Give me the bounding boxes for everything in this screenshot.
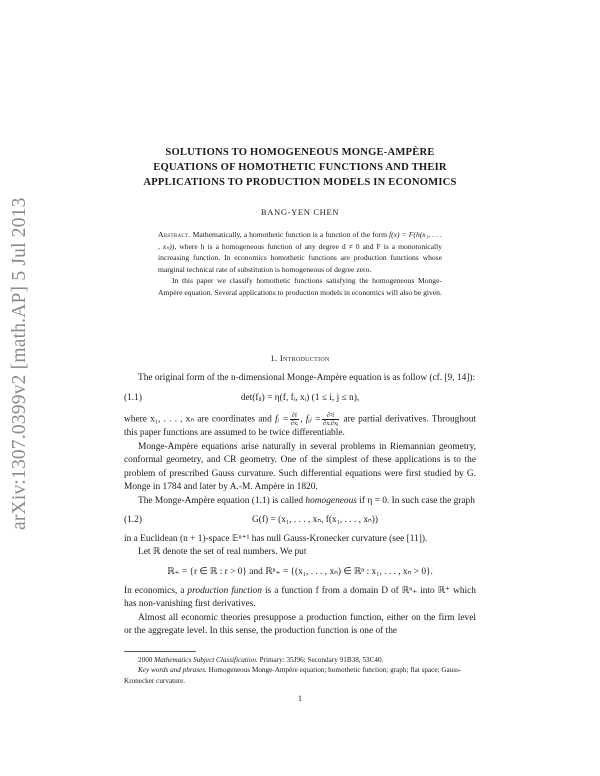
- keywords-label: Key words and phrases.: [138, 666, 207, 675]
- msc-prefix: 2000: [138, 656, 155, 664]
- abstract-text-1: Mathematically, a homothetic function is a function of the form: [190, 230, 390, 239]
- paragraph-6: Let ℝ denote the set of real numbers. We put: [138, 547, 307, 558]
- section-number: 1.: [270, 353, 278, 363]
- paragraph-7-text-b: is a function f from a domain D of ℝⁿ₊ into ℝ⁺ which has non-vanishing first derivatives.: [124, 585, 476, 610]
- paragraph-2-text-b: are partial derivatives. Throughout this paper functions are assumed to be twice differentiable.: [124, 415, 476, 439]
- paragraph-2-text-a: where x₁, . . . , xₙ are coordinates and: [124, 415, 275, 426]
- abstract-paragraph-1: [158, 229, 442, 275]
- fraction-denominator: ∂xᵢ: [290, 420, 299, 428]
- abstract: [158, 229, 442, 299]
- section-heading: [120, 353, 480, 363]
- footnote: [124, 655, 476, 686]
- abstract-math: f(x) = F(h(x₁, . . . , xₙ)),: [158, 230, 442, 251]
- paper-title: [120, 145, 480, 190]
- paragraph-4-text-b: if η = 0. In such case the graph: [356, 495, 475, 506]
- fraction-denominator: ∂xᵢ∂xⱼ: [322, 420, 339, 428]
- paragraph-4-text-a: The Monge-Ampère equation (1.1) is called: [138, 495, 306, 506]
- page-number: 1: [298, 694, 302, 703]
- abstract-label: Abstract.: [158, 230, 191, 239]
- fraction-df-dxi: [290, 412, 300, 427]
- fraction-d2f: [322, 412, 339, 427]
- equation-1-1: [124, 389, 476, 409]
- footnote-keywords: [124, 665, 476, 686]
- msc-label: Mathematics Subject Classification.: [154, 656, 258, 664]
- emphasis-homogeneous: homogeneous: [305, 495, 357, 506]
- paragraph-8: Almost all economic theories presuppose a production function, either on the firm level or the aggregate level. In this sense, the production function is one of the: [124, 612, 476, 636]
- paragraph-2: [124, 412, 476, 440]
- fraction-numerator: ∂²f: [322, 412, 339, 420]
- footnote-msc: [124, 655, 476, 665]
- title-line-3: APPLICATIONS TO PRODUCTION MODELS IN ECONOMICS: [143, 177, 457, 188]
- abstract-paragraph-2: In this paper we classify homothetic functions satisfying the homogeneous Monge-Ampère equation. Several applications to production models in economics will also be given.: [158, 276, 442, 297]
- equation-sets: [124, 563, 476, 581]
- footnote-rule: [124, 651, 196, 652]
- title-line-2: EQUATIONS OF HOMOTHETIC FUNCTIONS AND THEIR: [153, 162, 447, 173]
- fraction-numerator: ∂f: [290, 412, 300, 420]
- fi-lhs: fᵢ =: [274, 415, 289, 426]
- equation-1-2: [124, 511, 476, 529]
- equation-label: (1.1): [124, 393, 142, 404]
- author-name: BANG-YEN CHEN: [260, 207, 340, 217]
- paragraph-3: Monge-Ampère equations arise naturally in several problems in Riemannian geometry, conformal geometry, and CR geometry. One of the simplest of these applications is to the problem of prescribed Gauss curvature. Such differential equations were first studied by G. Monge in 1784 and later by A.-M. Ampère in 1820.: [124, 441, 476, 493]
- title-line-1: SOLUTIONS TO HOMOGENEOUS MONGE-AMPÈRE: [165, 147, 435, 158]
- fij-lhs: , fᵢⱼ =: [300, 415, 321, 426]
- body-text: [124, 372, 476, 638]
- paragraph-7: [124, 585, 476, 612]
- keywords-list: Homogeneous Monge-Ampère equation; homothetic function; graph; flat space; Gauss-Kronecker curvature.: [124, 666, 462, 685]
- section-title: Introduction: [279, 353, 330, 363]
- emphasis-production-function: production function: [187, 585, 262, 596]
- equation-label: (1.2): [124, 514, 142, 525]
- equation-expression: det(fᵢⱼ) = η(f, fᵢ, xᵢ) (1 ≤ i, j ≤ n),: [240, 393, 360, 404]
- arxiv-sidebar-stamp: arXiv:1307.0399v2 [math.AP] 5 Jul 2013: [9, 197, 30, 530]
- paragraph-7-text-a: In economics, a: [124, 585, 188, 596]
- paragraph-5: in a Euclidean (n + 1)-space 𝔼ⁿ⁺¹ has null Gauss-Kronecker curvature (see [11]).: [124, 533, 428, 544]
- msc-codes: Primary: 35J96; Secondary 91B38, 53C40.: [257, 656, 384, 664]
- paragraph-1: The original form of the n-dimensional Monge-Ampère equation is as follow (cf. [9, 14]):: [138, 373, 476, 383]
- equation-expression: G(f) = (x₁, . . . , xₙ, f(x₁, . . . , xₙ)): [251, 514, 379, 525]
- paragraph-4: [124, 495, 476, 508]
- equation-expression: ℝ₊ = {r ∈ ℝ : r > 0} and ℝⁿ₊ = {(x₁, . . . , xₙ) ∈ ℝⁿ : x₁, . . . , xₙ > 0}.: [167, 566, 433, 577]
- abstract-text-2: where h is a homogeneous function of any degree d ≠ 0 and F is a monotonically increasing function. In economics homothetic functions are production functions whose marginal technical rate of substitution is homogeneous of degree zero.: [158, 241, 442, 274]
